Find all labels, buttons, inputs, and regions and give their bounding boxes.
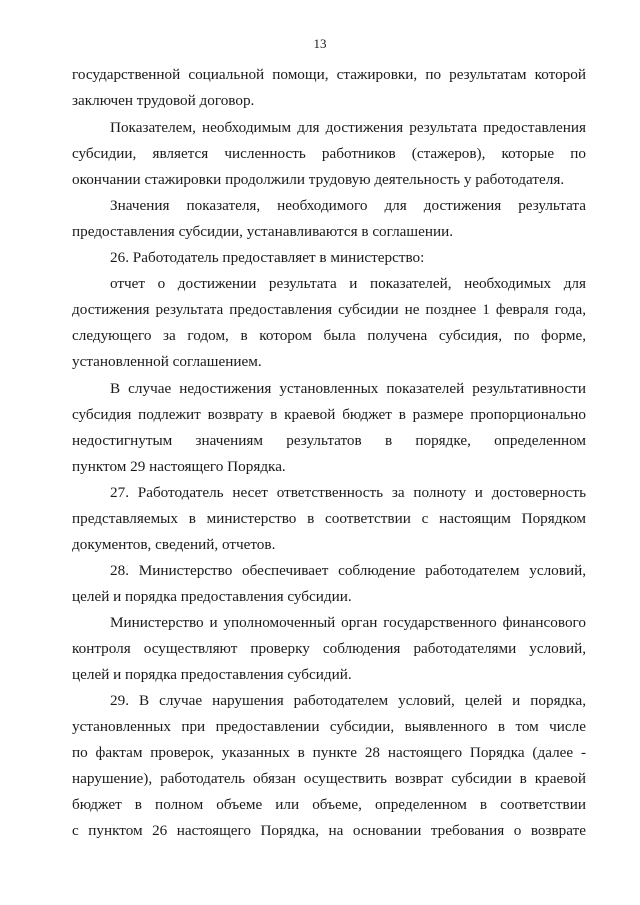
text-line: субсидии, является численность работников (стажеров), которые по	[72, 145, 586, 162]
text-line: заключен трудовой договор.	[72, 92, 255, 109]
text-line: бюджет в полном объеме или объеме, определенном в соответствии	[72, 796, 586, 813]
text-line: представляемых в министерство в соответствии с настоящим Порядком	[72, 510, 586, 527]
text-line: документов, сведений, отчетов.	[72, 536, 276, 553]
page-number: 13	[313, 36, 327, 51]
text-line: нарушение), работодатель обязан осуществить возврат субсидии в краевой	[72, 770, 586, 787]
text-line: следующего за годом, в котором была получена субсидия, по форме,	[72, 327, 586, 344]
text-line: с пунктом 26 настоящего Порядка, на основании требования о возврате	[72, 822, 586, 839]
text-line: В случае недостижения установленных показателей результативности	[110, 380, 586, 397]
text-line: 28. Министерство обеспечивает соблюдение работодателем условий,	[110, 562, 586, 579]
text-line: государственной социальной помощи, стажировки, по результатам которой	[72, 66, 586, 83]
text-line: установленных при предоставлении субсидии, выявленного в том числе	[72, 718, 586, 735]
text-line: Значения показателя, необходимого для достижения результата	[110, 197, 586, 214]
text-line: установленной соглашением.	[72, 353, 262, 370]
text-line: отчет о достижении результата и показателей, необходимых для	[110, 275, 586, 292]
text-line: пунктом 29 настоящего Порядка.	[72, 458, 286, 475]
text-line: достижения результата предоставления субсидии не позднее 1 февраля года,	[72, 301, 586, 318]
text-line: контроля осуществляют проверку соблюдения работодателями условий,	[72, 640, 586, 657]
text-line: по фактам проверок, указанных в пункте 28 настоящего Порядка (далее -	[72, 744, 586, 761]
text-line: целей и порядка предоставления субсидий.	[72, 666, 352, 683]
text-line: Министерство и уполномоченный орган государственного финансового	[110, 614, 586, 631]
text-line: окончании стажировки продолжили трудовую деятельность у работодателя.	[72, 171, 565, 188]
text-line: целей и порядка предоставления субсидии.	[72, 588, 352, 605]
text-line: Показателем, необходимым для достижения результата предоставления	[110, 119, 586, 136]
text-line: 26. Работодатель предоставляет в министерство:	[110, 249, 425, 266]
text-line: 29. В случае нарушения работодателем условий, целей и порядка,	[110, 692, 586, 709]
text-line: недостигнутым значениям результатов в порядке, определенном	[72, 432, 586, 449]
text-line: 27. Работодатель несет ответственность за полноту и достоверность	[110, 484, 586, 501]
text-line: субсидия подлежит возврату в краевой бюджет в размере пропорционально	[72, 406, 586, 423]
text-line: предоставления субсидии, устанавливаются в соглашении.	[72, 223, 454, 240]
